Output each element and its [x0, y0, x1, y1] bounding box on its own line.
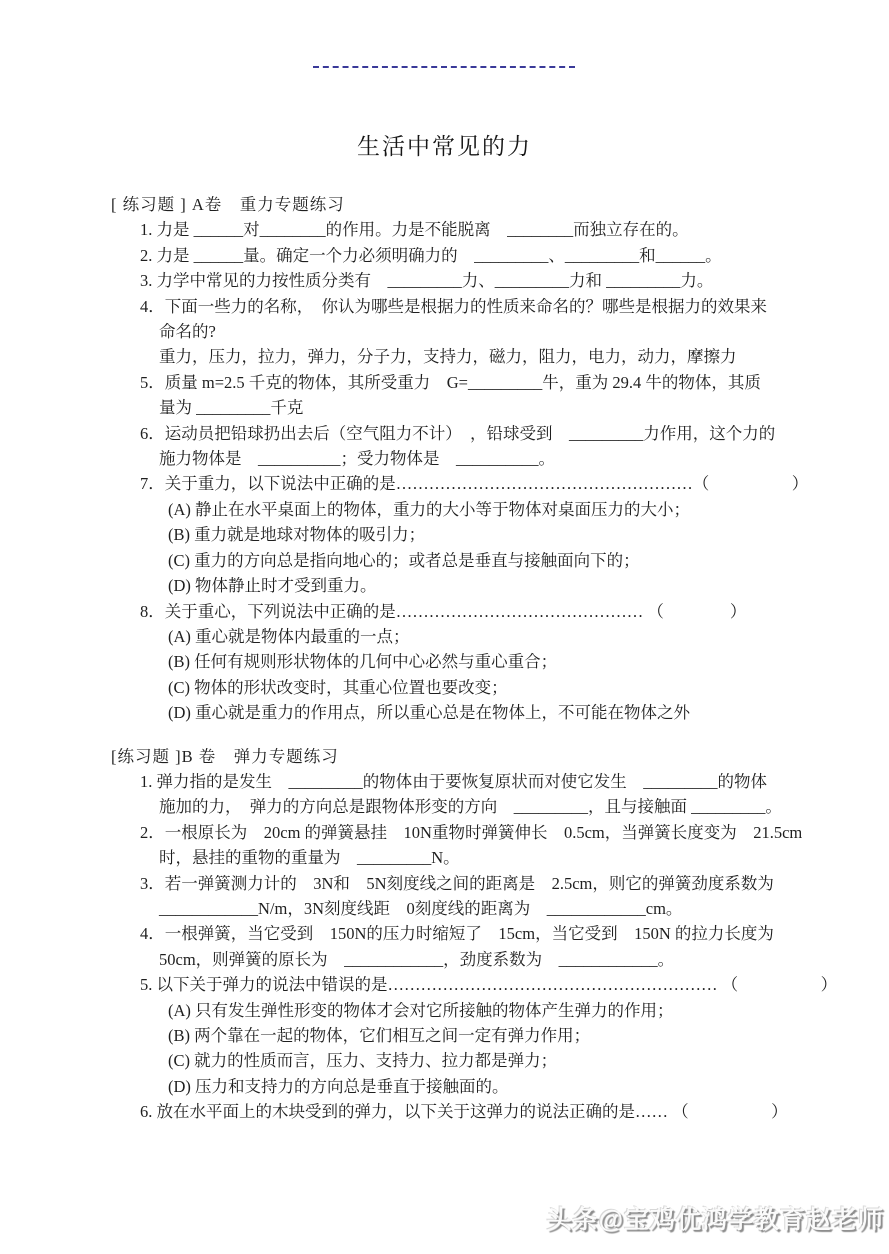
- question-line: 1. 力是 ______对________的作用。力是不能脱离 ________而独立存在的。: [140, 220, 689, 240]
- continuation-line: 命名的?: [159, 322, 216, 342]
- question-line: 5．质量 m=2.5 千克的物体，其所受重力 G=_________牛，重为 29.4 牛的物体，其质: [140, 372, 761, 392]
- continuation-line: ____________N/m，3N刻度线距 0刻度线的距离为 ____________cm。: [159, 898, 683, 918]
- option-line: (C) 就力的性质而言，压力、支持力、拉力都是弹力；: [168, 1051, 558, 1071]
- watermark: 头条@宝鸡优鸿学教育赵老师: [546, 1206, 884, 1234]
- option-line: (A) 重心就是物体内最重的一点；: [168, 626, 410, 646]
- option-line: (D) 重心就是重力的作用点，所以重心总是在物体上，不可能在物体之外: [168, 703, 691, 723]
- option-line: (D) 压力和支持力的方向总是垂直于接触面的。: [168, 1076, 509, 1096]
- question-line: 3．若一弹簧测力计的 3N和 5N刻度线之间的距离是 2.5cm，则它的弹簧劲度系数为: [140, 873, 774, 893]
- section-a-heading: [ 练习题 ] A卷 重力专题练习: [111, 195, 345, 214]
- question-line: 8．关于重心，下列说法中正确的是……………………………………… （ ）: [140, 601, 747, 621]
- continuation-line: 量为 _________千克: [159, 398, 304, 418]
- question-line: 7．关于重力，以下说法中正确的是………………………………………………（ ）: [140, 474, 809, 494]
- continuation-line: 施力物体是 __________；受力物体是 __________。: [159, 449, 555, 469]
- question-line: 3. 力学中常见的力按性质分类有 _________力、_________力和 _________力。: [140, 271, 714, 291]
- page-title: 生活中常见的力: [357, 134, 532, 159]
- option-line: (A) 只有发生弹性形变的物体才会对它所接触的物体产生弹力的作用；: [168, 1000, 674, 1020]
- option-line: (C) 重力的方向总是指向地心的；或者总是垂直与接触面向下的；: [168, 550, 640, 570]
- continuation-line: 50cm，则弹簧的原长为 ____________，劲度系数为 ____________。: [159, 949, 675, 969]
- question-line: 4．一根弹簧，当它受到 150N的压力时缩短了 15cm，当它受到 150N 的拉力长度为: [140, 924, 774, 944]
- question-line: 2. 力是 ______量。确定一个力必须明确力的 _________、_________和______。: [140, 245, 722, 265]
- continuation-line: 施加的力， 弹力的方向总是跟物体形变的方向 _________，且与接触面 _________。: [159, 797, 782, 817]
- option-line: (B) 两个靠在一起的物体，它们相互之间一定有弹力作用；: [168, 1026, 591, 1045]
- question-line: 6．运动员把铅球扔出去后（空气阻力不计） ，铅球受到 _________力作用，这个力的: [140, 423, 776, 443]
- continuation-line: 重力，压力，拉力，弹力，分子力，支持力，磁力，阻力，电力，动力，摩擦力: [159, 347, 737, 367]
- question-line: 4．下面一些力的名称， 你认为哪些是根据力的性质来命名的？哪些是根据力的效果来: [140, 296, 767, 316]
- dashed-divider: [313, 66, 575, 68]
- option-line: (B) 任何有规则形状物体的几何中心必然与重心重合；: [168, 652, 558, 672]
- question-line: 5. 以下关于弹力的说法中错误的是…………………………………………………… （ ）: [140, 975, 838, 995]
- question-line: 1. 弹力指的是发生 _________的物体由于要恢复原状而对使它发生 _________的物体: [140, 771, 767, 791]
- option-line: (A) 静止在水平桌面上的物体，重力的大小等于物体对桌面压力的大小；: [168, 499, 691, 519]
- question-line: 6. 放在水平面上的木块受到的弹力，以下关于这弹力的说法正确的是…… （ ）: [140, 1102, 788, 1122]
- question-line: 2．一根原长为 20cm 的弹簧悬挂 10N重物时弹簧伸长 0.5cm，当弹簧长度变为 21.5cm: [140, 822, 803, 842]
- option-line: (C) 物体的形状改变时，其重心位置也要改变；: [168, 677, 508, 697]
- continuation-line: 时，悬挂的重物的重量为 _________N。: [159, 848, 460, 868]
- option-line: (D) 物体静止时才受到重力。: [168, 576, 377, 596]
- option-line: (B) 重力就是地球对物体的吸引力；: [168, 525, 426, 545]
- worksheet-content: [111, 192, 838, 1125]
- section-b-heading: [练习题 ]B 卷 弹力专题练习: [111, 746, 339, 766]
